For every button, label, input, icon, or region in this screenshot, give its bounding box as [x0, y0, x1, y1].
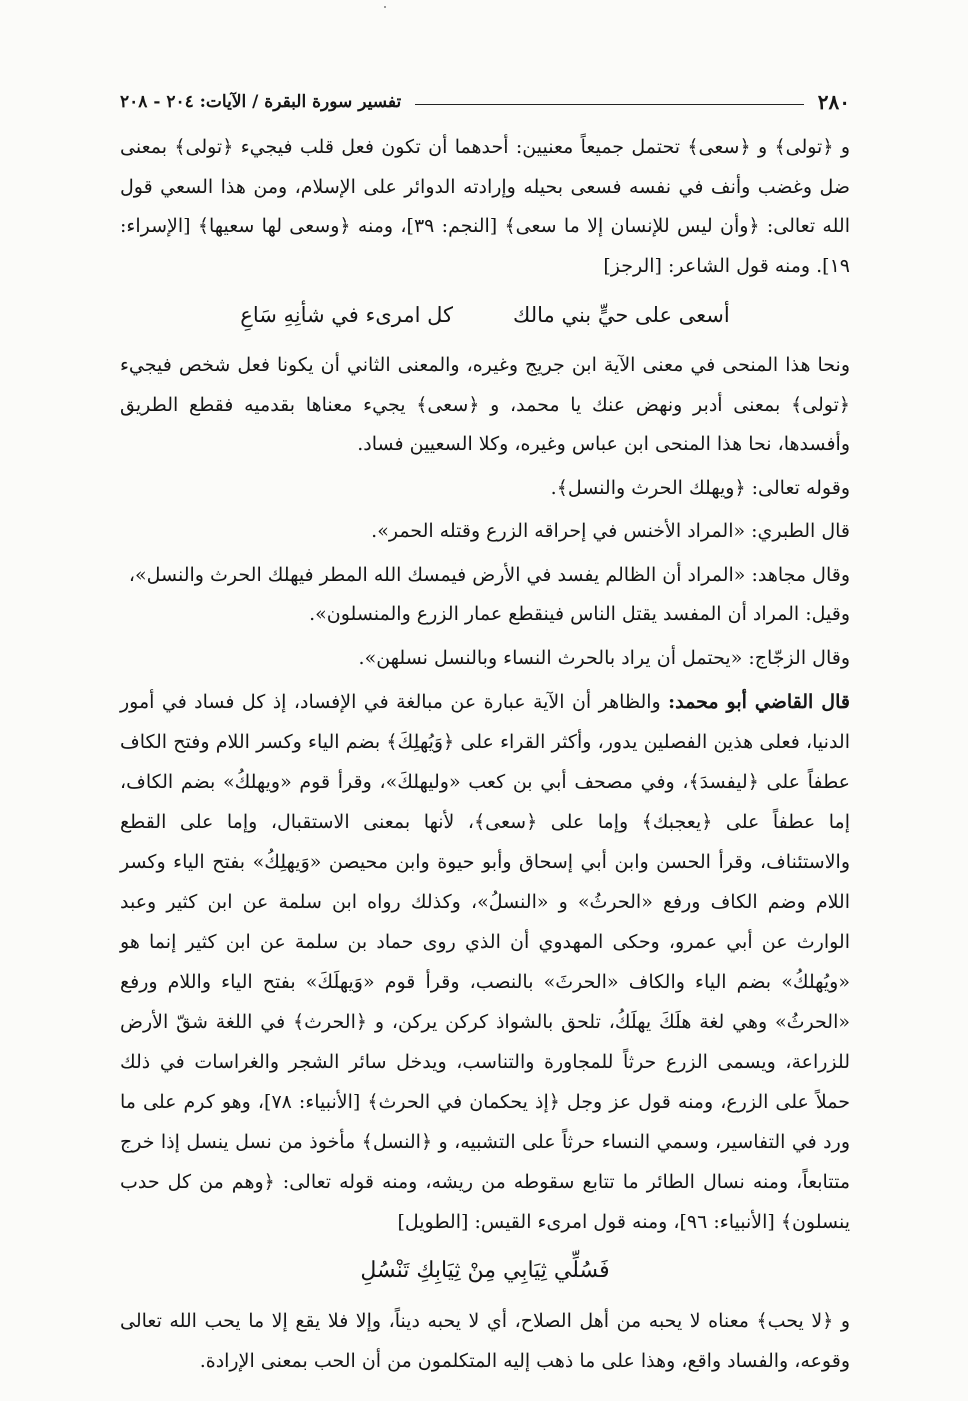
scan-speck	[384, 6, 386, 8]
verse-1-second-hemistich: كل امرىء في شأنِهِ سَاعِ	[240, 303, 454, 327]
paragraph-5a: وقال مجاهد: «المراد أن الظالم يفسد في الأرض فيمسك الله المطر فيهلك الحرث والنسل»،	[128, 563, 850, 586]
paragraph-3: وقوله تعالى: ﴿ويهلك الحرث والنسل﴾.	[550, 476, 850, 499]
running-title: تفسير سورة البقرة / الآيات: ٢٠٤ - ٢٠٨	[120, 92, 402, 112]
paragraph-6: وقال الزجّاج: «يحتمل أن يراد بالحرث النساء وبالنسل نسلهن».	[358, 646, 850, 669]
paragraph-5b: وقيل: المراد أن المفسد يقتل الناس فينقطع عمار الزرع والمنسلون».	[309, 603, 850, 625]
verse-1-first-hemistich: أسعى على حيٍّ بني مالك	[513, 303, 730, 327]
paragraph-1: و ﴿تولى﴾ و ﴿سعى﴾ تحتمل جميعاً معنيين: أحدهما أن تكون فعل قلب فيجيء ﴿تولى﴾ بمعنى ضل وغضب وأنف في نفسه فسعى بحيله وإرادته الدوائر على الإسلام، ومن هذا السعي قول الله تعالى: ﴿وأن ليس للإنسان إلا ما سعى﴾ [النجم: ٣٩]، ومنه ﴿وسعى لها سعيها﴾ [الإسراء: ١٩]. ومنه قول الشاعر: [الرجز]	[120, 136, 850, 277]
paragraph-7-lead: قال القاضي أبو محمد:	[668, 691, 850, 713]
verse-2-hemistich: فَسُلِّي ثِيَابِي مِنْ ثِيَابِكِ تَنْسُلِ	[360, 1258, 610, 1283]
page-body	[120, 128, 850, 1381]
header-rule	[415, 104, 804, 105]
page-header	[120, 84, 850, 120]
paragraph-4: قال الطبري: «المراد الأخنس في إحراقه الزرع وقتله الحمر».	[371, 520, 850, 542]
poem-verse-1	[120, 292, 850, 338]
paragraph-2: ونحا هذا المنحى في معنى الآية ابن جريج وغيره، والمعنى الثاني أن يكونا فعل شخص فيجيء ﴿تولى﴾ بمعنى أدبر ونهض عنك يا محمد، و ﴿سعى﴾ يجيء معناها بقدميه فقطع الطريق وأفسدها، نحا هذا المنحى ابن عباس وغيره، وكلا السعيين فساد.	[120, 354, 850, 455]
page-number: ٢٨٠	[817, 90, 850, 114]
paragraph-7	[120, 682, 850, 1242]
paragraph-7-text: والظاهر أن الآية عبارة عن مبالغة في الإفساد، إذ كل فساد في أمور الدنيا، فعلى هذين الفصلين يدور، وأكثر القراء على ﴿وَيُهلِكَ﴾ بضم الياء وكسر اللام وفتح الكاف عطفاً على ﴿ليفسدَ﴾، وفي مصحف أبي بن كعب «وليهلكَ»، وقرأ قوم «ويهلكُ» بضم الكاف، إما عطفاً على ﴿يعجبك﴾ وإما على ﴿سعى﴾، لأنها بمعنى الاستقبال، وإما على القطع والاستئناف، وقرأ الحسن وابن أبي إسحاق وأبو حيوة وابن محيصن «وَيهلِكُ» بفتح الياء وكسر اللام وضم الكاف ورفع «الحرثُ» و «النسلُ»، وكذلك رواه ابن سلمة عن ابن كثير وعبد الوارث عن أبي عمرو، وحكى المهدوي أن الذي روى حماد بن سلمة عن ابن كثير إنما هو «ويُهلكُ» بضم الياء والكاف «الحرثَ» بالنصب، وقرأ قوم «وَيهلَكَ» بفتح الياء واللام ورفع «الحرثُ» وهي لغة هلَكَ يهلَكُ، تلحق بالشواذ كركن يركن، و ﴿الحرث﴾ في اللغة شقّ الأرض للزراعة، ويسمى الزرع حرثاً للمجاورة والتناسب، ويدخل سائر الشجر والغراسات في ذلك حملاً على الزرع، ومنه قول عز وجل ﴿إذ يحكمان في الحرث﴾ [الأنبياء: ٧٨]، وهو كرم على ما ورد في التفاسير، وسمي النساء حرثاً على التشبيه، و ﴿النسل﴾ مأخوذ من نسل ينسل إذا خرج متتابعاً، ومنه نسال الطائر ما تتابع سقوطه من ريشه، ومنه قوله تعالى: ﴿وهم من كل حدب ينسلون﴾ [الأنبياء: ٩٦]، ومنه قول امرىء القيس: [الطويل]	[120, 691, 850, 1233]
paragraph-8: و ﴿لا يحب﴾ معناه لا يحبه من أهل الصلاح، أي لا يحبه ديناً، وإلا فلا يقع إلا ما يحب الله تعالى وقوعه، والفساد واقع، وهذا على ما ذهب إليه المتكلمون من أن الحب بمعنى الإرادة.	[120, 1310, 850, 1372]
poem-verse-2	[120, 1248, 850, 1294]
